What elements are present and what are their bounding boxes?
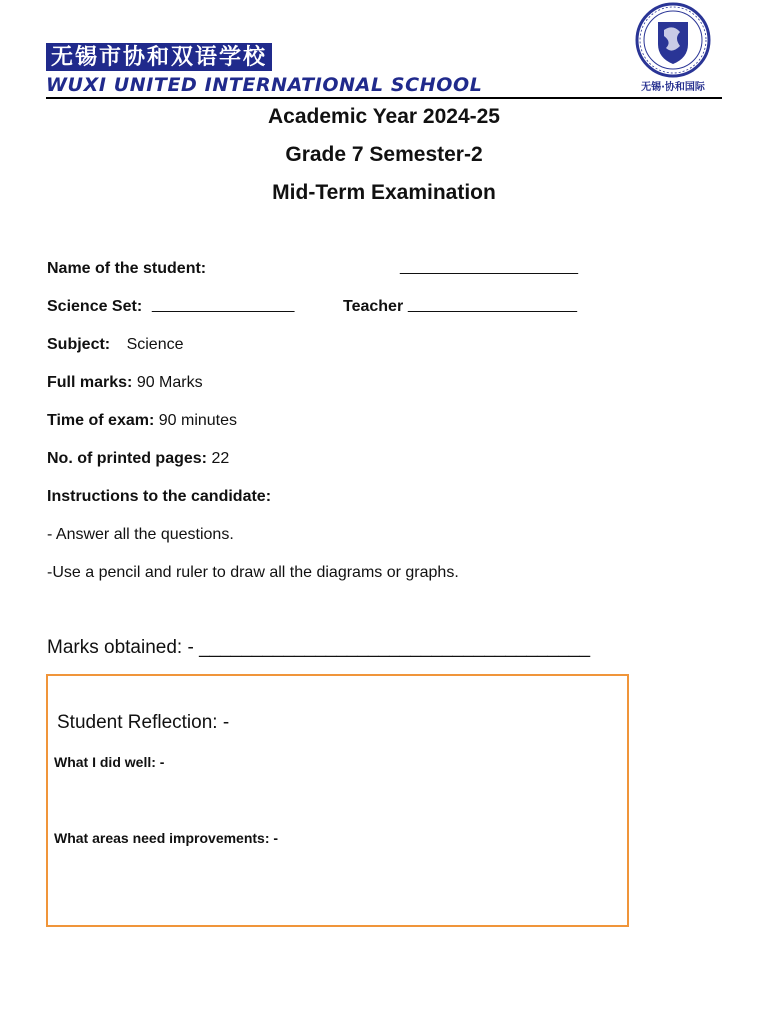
pages-value: 22 bbox=[211, 450, 230, 467]
did-well-label: What I did well: - bbox=[54, 754, 165, 770]
pages-label: No. of printed pages: bbox=[47, 450, 207, 467]
instruction-item: -Use a pencil and ruler to draw all the diagrams or graphs. bbox=[47, 564, 459, 581]
marks-obtained-row bbox=[47, 637, 590, 659]
instruction-item: - Answer all the questions. bbox=[47, 526, 234, 543]
full-marks-label: Full marks: bbox=[47, 374, 133, 391]
grade-semester: Grade 7 Semester-2 bbox=[285, 143, 483, 166]
subject-row bbox=[47, 336, 184, 354]
time-label: Time of exam: bbox=[47, 412, 155, 429]
teacher-blank[interactable]: ___________________ bbox=[408, 296, 578, 313]
full-marks-row bbox=[47, 374, 203, 392]
instructions-heading: Instructions to the candidate: bbox=[47, 488, 272, 505]
marks-obtained-label: Marks obtained: - bbox=[47, 637, 194, 658]
reflection-title: Student Reflection: - bbox=[57, 712, 230, 733]
subject-label: Subject: bbox=[47, 336, 111, 353]
improvements-label: What areas need improvements: - bbox=[54, 830, 279, 846]
teacher-label: Teacher bbox=[343, 298, 404, 315]
marks-obtained-blank[interactable]: _____________________________________ bbox=[199, 637, 591, 658]
time-value: 90 minutes bbox=[158, 412, 238, 429]
full-marks-value: 90 Marks bbox=[136, 374, 203, 391]
time-row bbox=[47, 412, 237, 430]
student-name-label: Name of the student: bbox=[47, 260, 207, 277]
header-divider bbox=[46, 97, 722, 99]
academic-year: Academic Year 2024-25 bbox=[268, 105, 500, 128]
science-set-blank[interactable]: ________________ bbox=[152, 296, 295, 313]
logo-caption: 无锡·协和国际 bbox=[641, 82, 705, 93]
school-name-chinese: 无锡市协和双语学校 bbox=[46, 43, 272, 71]
school-name-english: WUXI UNITED INTERNATIONAL SCHOOL bbox=[46, 74, 483, 96]
student-name-blank[interactable]: ____________________ bbox=[400, 258, 578, 275]
exam-title: Mid-Term Examination bbox=[272, 181, 496, 204]
pages-row bbox=[47, 450, 229, 468]
subject-value: Science bbox=[126, 336, 184, 353]
science-set-label: Science Set: bbox=[47, 298, 143, 315]
